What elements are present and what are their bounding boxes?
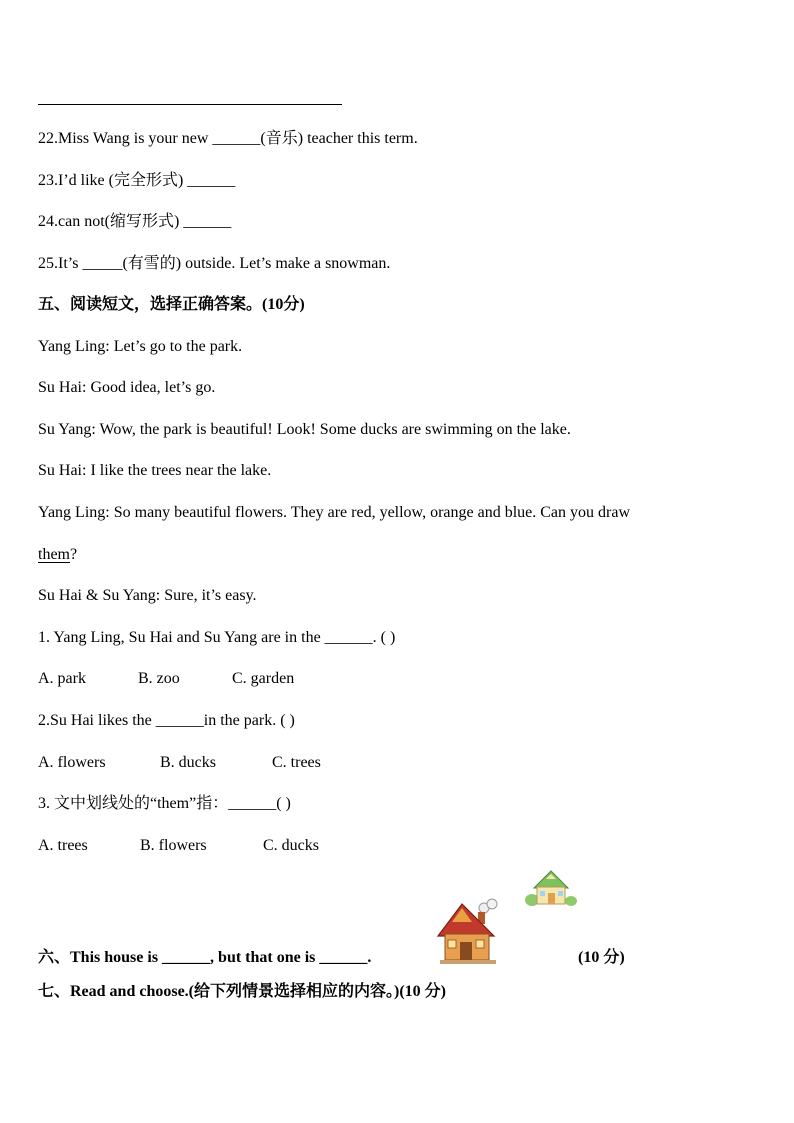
option-b: B. flowers (140, 837, 207, 854)
question-22: 22.Miss Wang is your new ______(音乐) teacher this term. (38, 130, 418, 147)
small-house-icon (524, 866, 578, 908)
reading-options-3 (38, 836, 319, 856)
reading-options-2 (38, 753, 321, 773)
dialogue-line-6: Su Hai & Su Yang: Sure, it’s easy. (38, 587, 257, 604)
reading-question-1: 1. Yang Ling, Su Hai and Su Yang are in the ______. ( ) (38, 629, 396, 646)
dialogue-line-5: Yang Ling: So many beautiful flowers. They are red, yellow, orange and blue. Can you draw (38, 504, 631, 521)
option-a: A. park (38, 670, 86, 687)
option-c: C. garden (232, 670, 295, 687)
reading-options-1 (38, 669, 294, 689)
answer-line (38, 104, 342, 105)
dialogue-line-5-cont (38, 545, 77, 565)
dialogue-line-3: Su Yang: Wow, the park is beautiful! Look! Some ducks are swimming on the lake. (38, 421, 571, 438)
option-a: A. trees (38, 837, 88, 854)
option-c: C. trees (272, 754, 321, 771)
reading-question-3: 3. 文中划线处的“them”指：______( ) (38, 795, 291, 812)
question-mark: ? (70, 546, 78, 563)
option-b: B. ducks (160, 754, 216, 771)
section-6-text: 六、This house is ______, but that one is ______. (38, 949, 372, 966)
section-6-score: (10 分) (578, 949, 625, 966)
reading-question-2: 2.Su Hai likes the ______in the park. ( ) (38, 712, 295, 729)
dialogue-line-2: Su Hai: Good idea, let’s go. (38, 379, 216, 396)
option-b: B. zoo (138, 670, 180, 687)
question-24: 24.can not(缩写形式) ______ (38, 213, 232, 230)
dialogue-line-4: Su Hai: I like the trees near the lake. (38, 462, 272, 479)
question-25: 25.It’s _____(有雪的) outside. Let’s make a snowman. (38, 255, 391, 272)
dialogue-line-1: Yang Ling: Let’s go to the park. (38, 338, 243, 355)
option-c: C. ducks (263, 837, 319, 854)
section-7-title: 七、Read and choose.(给下列情景选择相应的内容。)(10 分) (38, 983, 446, 1000)
underlined-them: them (38, 546, 70, 563)
question-23: 23.I’d like (完全形式) ______ (38, 172, 236, 189)
section-5-title: 五、阅读短文，选择正确答案。(10分) (38, 296, 305, 313)
big-house-icon (436, 898, 502, 966)
option-a: A. flowers (38, 754, 106, 771)
